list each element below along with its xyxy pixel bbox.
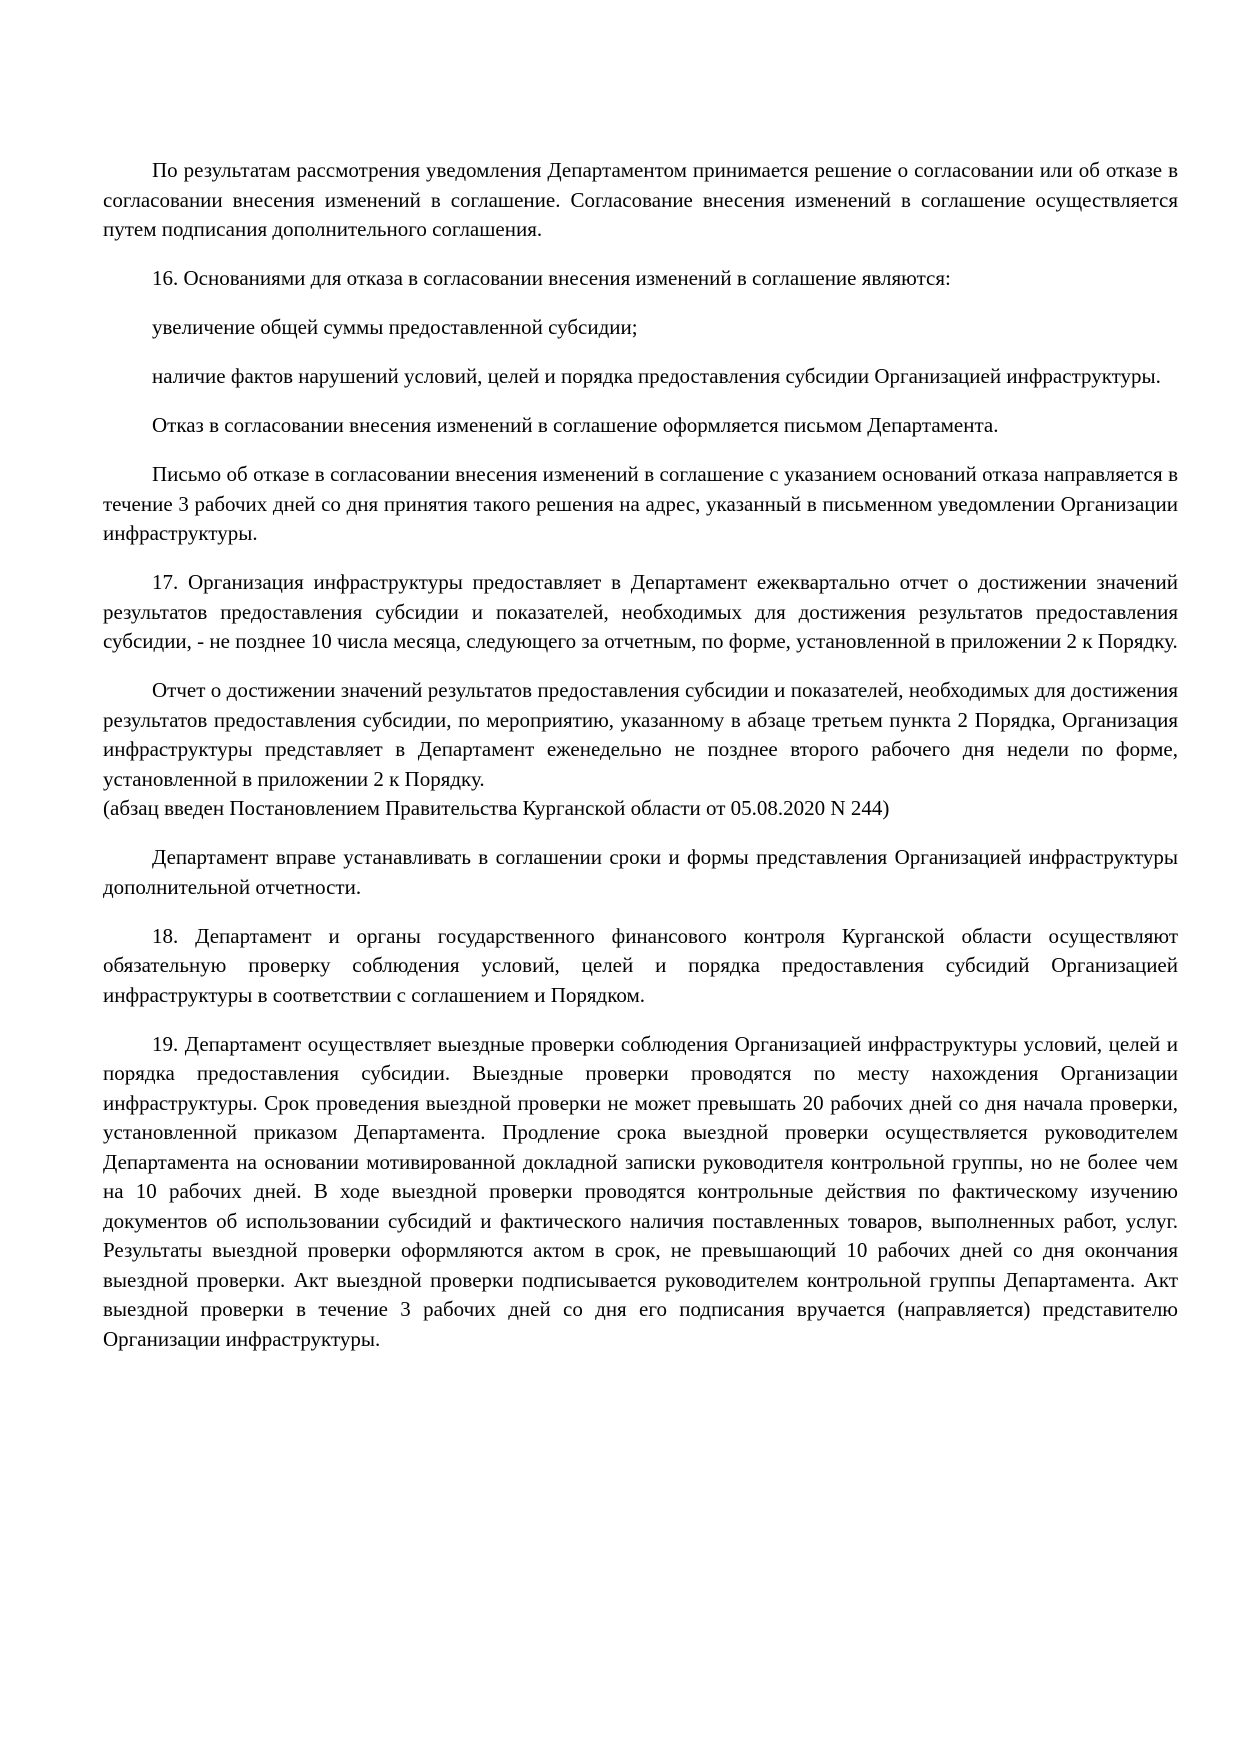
para-additional-reporting: Департамент вправе устанавливать в соглашении сроки и формы представления Организацией инфраструктуры дополнительной отчетности. (103, 845, 1178, 899)
para-refusal-letter-form: Отказ в согласовании внесения изменений в соглашение оформляется письмом Департамента. (152, 413, 999, 437)
para-clause-16-heading: 16. Основаниями для отказа в согласовании внесения изменений в соглашение являются: (152, 266, 951, 290)
para-refusal-ground-subsidy-increase: увеличение общей суммы предоставленной субсидии; (152, 315, 638, 339)
para-weekly-report: Отчет о достижении значений результатов предоставления субсидии и показателей, необходимых для достижения результатов предоставления субсидии, по мероприятию, указанному в абзаце третьем пункта 2 Порядка, Организация инфраструктуры представляет в Департамент еженедельно не позднее второго рабочего дня недели по форме, установленной в приложении 2 к Порядку. (103, 678, 1178, 791)
para-amendment-note: (абзац введен Постановлением Правительства Курганской области от 05.08.2020 N 244) (103, 796, 890, 820)
para-refusal-letter-delivery: Письмо об отказе в согласовании внесения изменений в соглашение с указанием оснований отказа направляется в течение 3 рабочих дней со дня принятия такого решения на адрес, указанный в письменном уведомлении Организации инфраструктуры. (103, 462, 1178, 545)
para-clause-19-onsite-inspections: 19. Департамент осуществляет выездные проверки соблюдения Организацией инфраструктуры условий, целей и порядка предоставления субсидии. Выездные проверки проводятся по месту нахождения Организации инфраструктуры. Срок проведения выездной проверки не может превышать 20 рабочих дней со дня начала проверки, установленной приказом Департамента. Продление срока выездной проверки осуществляется руководителем Департамента на основании мотивированной докладной записки руководителя контрольной группы, но не более чем на 10 рабочих дней. В ходе выездной проверки проводятся контрольные действия по фактическому изучению документов об использовании субсидий и фактического наличия поставленных товаров, выполненных работ, услуг. Результаты выездной проверки оформляются актом в срок, не превышающий 10 рабочих дней со дня окончания выездной проверки. Акт выездной проверки подписывается руководителем контрольной группы Департамента. Акт выездной проверки в течение 3 рабочих дней со дня его подписания вручается (направляется) представителю Организации инфраструктуры. (103, 1031, 1178, 1351)
para-clause-17-quarterly-report: 17. Организация инфраструктуры предоставляет в Департамент ежеквартально отчет о достижении значений результатов предоставления субсидии и показателей, необходимых для достижения результатов предоставления субсидии, - не позднее 10 числа месяца, следующего за отчетным, по форме, установленной в приложении 2 к Порядку. (103, 570, 1178, 653)
para-refusal-ground-violations: наличие фактов нарушений условий, целей и порядка предоставления субсидии Организацией инфраструктуры. (152, 364, 1161, 388)
document-text-block (103, 156, 1178, 1374)
para-clause-18-mandatory-checks: 18. Департамент и органы государственного финансового контроля Курганской области осуществляют обязательную проверку соблюдения условий, целей и порядка предоставления субсидий Организацией инфраструктуры в соответствии с соглашением и Порядком. (103, 923, 1178, 1007)
para-decision-on-amendments: По результатам рассмотрения уведомления Департаментом принимается решение о согласовании или об отказе в согласовании внесения изменений в соглашение. Согласование внесения изменений в соглашение осуществляется путем подписания дополнительного соглашения. (103, 158, 1178, 241)
